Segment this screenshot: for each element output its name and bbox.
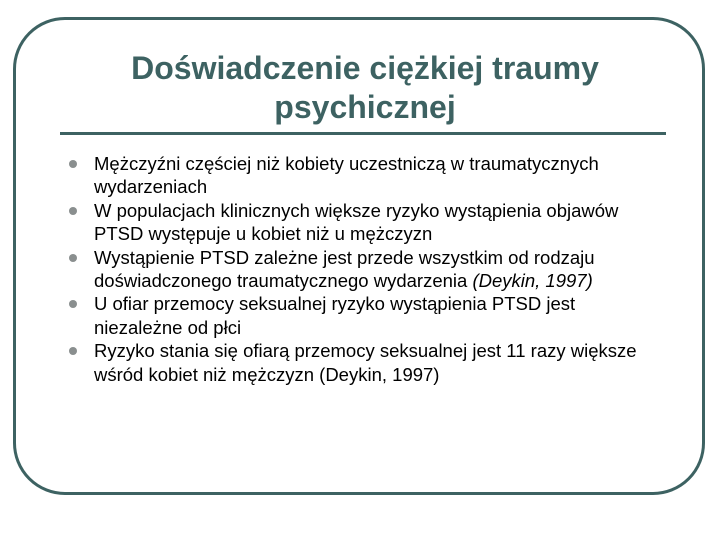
bullet-dot-icon [69,300,77,308]
bullet-text: Ryzyko stania się ofiarą przemocy seksualnej jest 11 razy większe wśród kobiet niż mężczyzn (Deykin, 1997) [94,340,637,385]
bullet-citation: (Deykin, 1997) [472,270,593,292]
bullet-dot-icon [69,207,77,215]
title-divider [60,132,666,135]
bullet-dot-icon [69,347,77,355]
bullet-list [66,152,666,386]
bullet-item [66,152,666,199]
bullet-text: W populacjach klinicznych większe ryzyko wystąpienia objawów PTSD występuje u kobiet niż u mężczyzn [94,199,619,245]
bullet-item [66,246,666,293]
bullet-text: Wystąpienie PTSD zależne jest przede wszystkim od rodzaju doświadczonego traumatycznego wydarzenia [94,246,595,292]
slide-title: Doświadczenie ciężkiej traumy psychicznej [131,50,599,125]
bullet-text: Mężczyźni częściej niż kobiety uczestniczą w traumatycznych wydarzeniach [94,153,599,198]
bullet-item [66,199,666,246]
bullet-item [66,292,666,339]
bullet-dot-icon [69,160,77,168]
bullet-dot-icon [69,254,77,262]
bullet-text: U ofiar przemocy seksualnej ryzyko wystąpienia PTSD jest niezależne od płci [94,293,576,338]
bullet-item [66,339,666,386]
